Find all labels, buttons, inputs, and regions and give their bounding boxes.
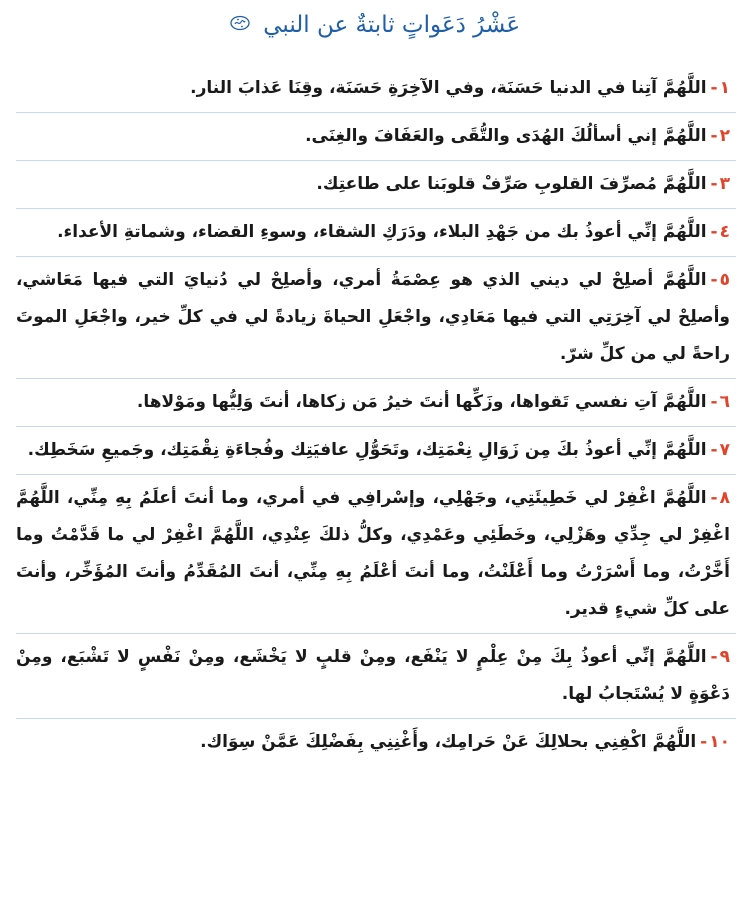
divider [16,426,736,427]
item-number: ٥ [719,270,730,290]
item-number: ٨ [719,488,730,508]
item-separator-icon: - [710,78,718,98]
list-item [16,432,736,469]
divider [16,112,736,113]
item-text: اللَّهُمَّ آتِنا في الدنيا حَسَنَة، وفي الآخِرَةِ حَسَنَة، وقِنَا عَذابَ النار. [190,78,707,98]
item-number: ٦ [719,392,730,412]
item-number: ١ [719,78,730,98]
list-item [16,724,736,761]
item-separator-icon: - [710,270,718,290]
list-item [16,70,736,107]
item-number: ٧ [719,440,730,460]
list-item [16,118,736,155]
page-title [0,6,750,45]
item-number: ١٠ [709,732,730,752]
divider [16,474,736,475]
item-number: ٣ [719,174,730,194]
item-separator-icon: - [700,732,708,752]
divider [16,208,736,209]
item-separator-icon: - [710,647,718,667]
list-item [16,384,736,421]
item-number: ٤ [719,222,730,242]
item-separator-icon: - [710,126,718,146]
item-number: ٢ [719,126,730,146]
item-separator-icon: - [710,392,718,412]
item-text: اللَّهُمَّ إنِّي أعوذُ بكَ مِن زَوَالِ نِعْمَتِك، وتَحَوُّلِ عافيَتِك وفُجاءَةِ نِقْمَتِك، وجَميعِ سَخَطِك. [27,440,707,460]
divider [16,718,736,719]
item-text: اللَّهُمَّ أصلِحْ لي ديني الذي هو عِصْمَةُ أمري، وأصلِحْ لي دُنيايَ التي فيها مَعَاشي، وأصلِحْ لي آخِرَتِي التي فيها مَعَادِي، واجْعَلِ الحياةَ زيادةً لي في كلِّ خير، واجْعَلِ الموتَ راحةً لي من كلِّ شرّ. [16,270,730,364]
item-separator-icon: - [710,488,718,508]
dua-list [16,70,736,761]
divider [16,378,736,379]
divider [16,160,736,161]
page-title-text: عَشْرُ دَعَواتٍ ثابتةٌ عن النبي [263,12,521,38]
item-text: اللَّهُمَّ إنِّي أعوذُ بِكَ مِنْ عِلْمٍ لا يَنْفَع، ومِنْ قلبٍ لا يَخْشَع، ومِنْ نَفْسٍ لا تَشْبَع، ومِنْ دَعْوَةٍ لا يُسْتَجابُ لها. [16,647,730,704]
divider [16,256,736,257]
item-separator-icon: - [710,440,718,460]
item-number: ٩ [719,647,730,667]
item-text: اللَّهُمَّ اغْفِرْ لي خَطِيئَتِي، وجَهْلِي، وإسْرافِي في أمري، وما أنتَ أعلَمُ بِهِ مِنِّي، اللَّهُمَّ اغْفِرْ لي جِدِّي وهَزْلِي، وخَطَئِي وعَمْدِي، وكلُّ ذلكَ عِنْدِي، اللَّهُمَّ اغْفِرْ لي ما قَدَّمْتُ وما أَخَّرْتُ، وما أَسْرَرْتُ وما أَعْلَنْتُ، وما أنتَ أعْلَمُ بِهِ مِنِّي، أنتَ المُقَدِّمُ وأنتَ المُؤَخِّر، وأنتَ على كلِّ شيءٍ قدير. [16,488,730,619]
item-text: اللَّهُمَّ إنِّي أعوذُ بك من جَهْدِ البلاء، ودَرَكِ الشقاء، وسوءِ القضاء، وشماتةِ الأعداء. [57,222,707,242]
list-item [16,480,736,628]
honorific-icon-glyph [230,15,250,31]
divider [16,633,736,634]
item-separator-icon: - [710,174,718,194]
honorific-icon [230,7,250,45]
item-text: اللَّهُمَّ مُصرِّفَ القلوبِ صَرِّفْ قلوبَنا على طاعتِك. [316,174,707,194]
list-item [16,166,736,203]
list-item [16,214,736,251]
item-text: اللَّهُمَّ اكْفِنِي بحلالِكَ عَنْ حَرامِك، وأَغْنِنِي بِفَضْلِكَ عَمَّنْ سِوَاك. [200,732,697,752]
item-text: اللَّهُمَّ آتِ نفسي تَقواها، وزَكِّها أنتَ خيرُ مَن زكاها، أنتَ وَلِيُّها ومَوْلاها. [136,392,707,412]
item-text: اللَّهُمَّ إني أسألُكَ الهُدَى والتُّقَى والعَفَافَ والغِنَى. [305,126,707,146]
item-separator-icon: - [710,222,718,242]
list-item [16,639,736,713]
list-item [16,262,736,373]
